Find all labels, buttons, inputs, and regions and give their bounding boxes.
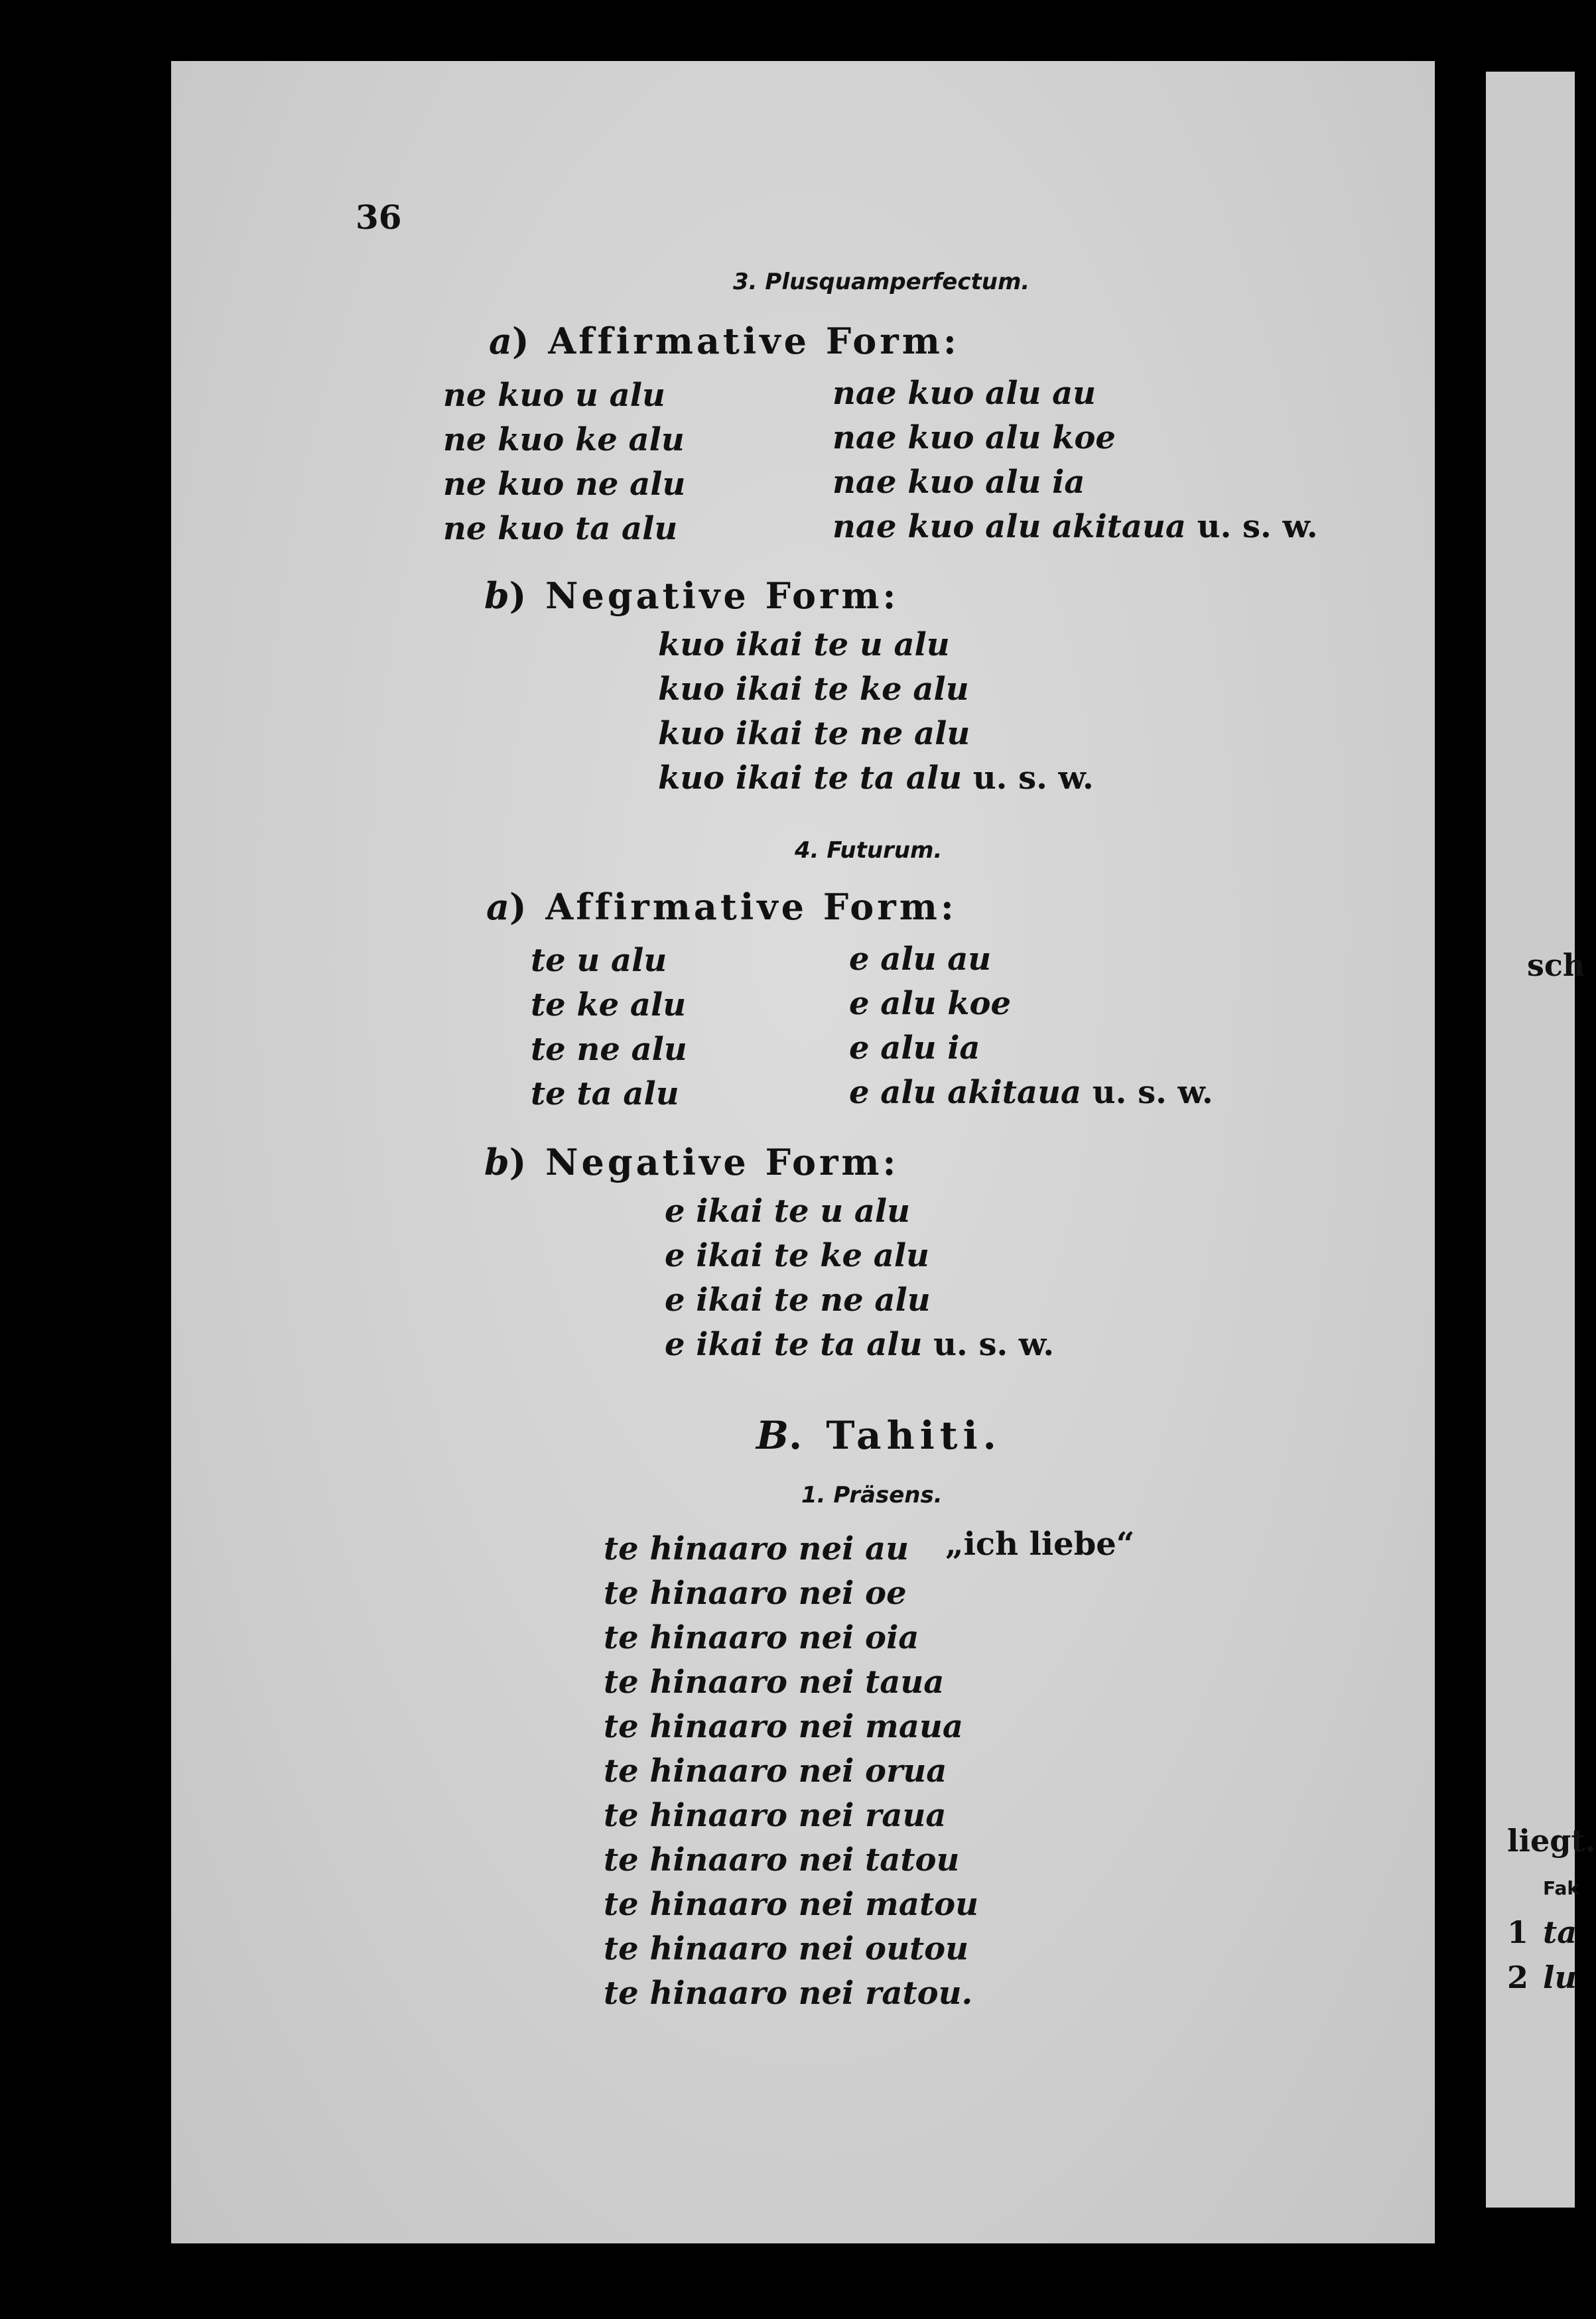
chapter-heading: B. Tahiti. [756, 1413, 1002, 1458]
neighbor-line-text: ta [1543, 1914, 1577, 1950]
negative-heading: b) Negative Form: [484, 1141, 899, 1183]
conjugation-line: e ikai te ne alu [665, 1282, 931, 1319]
conjugation-line: te hinaaro nei outou [604, 1930, 969, 1967]
page-number: 36 [356, 198, 402, 237]
conjugation-line: nae kuo alu ia [832, 464, 1085, 501]
conjugation-line: nae kuo alu au [832, 375, 1097, 412]
section-title: 4. Futurum. [795, 837, 943, 864]
conjugation-line: e alu akitaua u. s. w. [849, 1074, 1213, 1111]
conjugation-line: te ke alu [531, 986, 687, 1024]
neighbor-line-number: 2 [1507, 1959, 1529, 1995]
conjugation-line: e alu koe [849, 985, 1012, 1022]
conjugation-line: ne kuo u alu [443, 377, 665, 414]
neighbor-line-number: 1 [1507, 1914, 1529, 1950]
conjugation-line: te hinaaro nei au [604, 1530, 909, 1567]
conjugation-line: ne kuo ke alu [443, 421, 685, 458]
conjugation-line: te hinaaro nei oia [604, 1619, 919, 1656]
conjugation-line: te ta alu [531, 1075, 679, 1112]
conjugation-line: nae kuo alu koe [832, 419, 1116, 456]
conjugation-line: e ikai te ke alu [665, 1237, 929, 1274]
section-title: 3. Plusquamperfectum. [733, 269, 1030, 295]
conjugation-line: ne kuo ne alu [443, 466, 686, 503]
conjugation-line: te hinaaro nei orua [604, 1753, 947, 1790]
negative-heading: b) Negative Form: [484, 574, 899, 617]
affirmative-heading: a) Affirmative Form: [486, 886, 957, 928]
conjugation-line: te hinaaro nei ratou. [604, 1975, 973, 2012]
conjugation-line: e alu ia [849, 1029, 980, 1067]
conjugation-line: te hinaaro nei maua [604, 1708, 963, 1745]
conjugation-line: ne kuo ta alu [443, 510, 678, 547]
conjugation-line: te hinaaro nei raua [604, 1797, 947, 1834]
neighbor-word: Fak [1543, 1877, 1580, 1899]
section-title: 1. Präsens. [801, 1482, 943, 1508]
conjugation-line: kuo ikai te ne alu [658, 715, 970, 752]
neighbor-line-text: lu [1543, 1959, 1577, 1995]
gloss: „ich liebe“ [945, 1526, 1135, 1563]
conjugation-line: te hinaaro nei taua [604, 1664, 945, 1701]
conjugation-line: kuo ikai te ke alu [658, 671, 969, 708]
affirmative-heading: a) Affirmative Form: [489, 320, 960, 362]
neighbor-word: sch [1527, 947, 1585, 983]
conjugation-line: te u alu [531, 942, 667, 979]
neighbor-word: liegt. [1507, 1823, 1596, 1859]
conjugation-line: te hinaaro nei tatou [604, 1841, 960, 1879]
conjugation-line: te ne alu [531, 1031, 687, 1068]
conjugation-line: e ikai te u alu [665, 1193, 911, 1230]
conjugation-line: kuo ikai te u alu [658, 626, 950, 663]
conjugation-line: te hinaaro nei matou [604, 1886, 979, 1923]
conjugation-line: e alu au [849, 941, 992, 978]
conjugation-line: nae kuo alu akitaua u. s. w. [832, 508, 1318, 545]
conjugation-line: te hinaaro nei oe [604, 1575, 907, 1612]
conjugation-line: kuo ikai te ta alu u. s. w. [658, 760, 1094, 797]
conjugation-line: e ikai te ta alu u. s. w. [665, 1326, 1055, 1363]
neighbor-page-edge [1486, 72, 1596, 2208]
